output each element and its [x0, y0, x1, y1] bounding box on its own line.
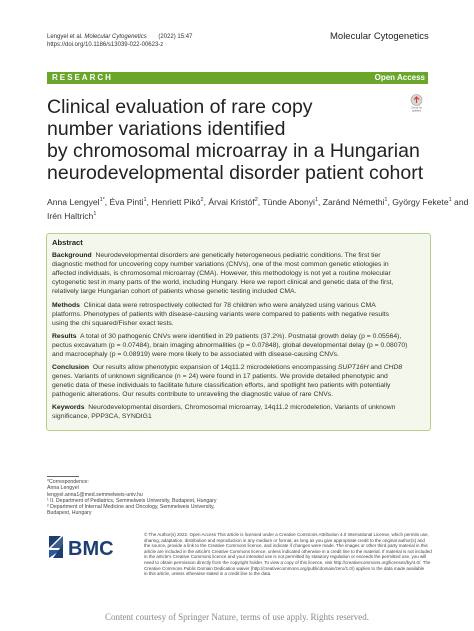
check-for-updates-icon[interactable]: [406, 92, 427, 113]
license-line: Creative Commons Public Domain Dedication waiver (http://creativecommons.org/publicdomain/zero/1.0/) applies to the data made available: [144, 565, 425, 571]
bmc-logo-icon: [47, 533, 135, 559]
correspondence-line: Anna Lengyel: [47, 485, 79, 492]
abstract-line: and macrocephaly (p = 0.08919) were more likely to be associated with disease-causing CNVs.: [52, 351, 339, 358]
title-line: neurodevelopmental disorder patient cohort: [47, 162, 424, 184]
abstract-line: cytogenetic test in many parts of the world, including Hungary. Here we report clinical and genetic data of the first,: [52, 279, 394, 286]
correspondence-line: Budapest, Hungary: [47, 510, 92, 517]
affiliation-marker[interactable]: 1: [448, 197, 452, 203]
correspondence-line: ¹ II. Department of Pediatrics, Semmelweis University, Budapest, Hungary: [47, 497, 217, 504]
affiliation-marker[interactable]: 1: [384, 197, 388, 203]
open-access-label: Open Access: [374, 73, 425, 82]
abstract-line: A total of 30 pathogenic CNVs were identified in 29 patients (37.2%). Postnatal growth delay (p = 0.05564),: [79, 333, 402, 340]
abstract-line: affected individuals, is chromosomal microarray (CMA). However, this methodology is not yet a routine molecular: [52, 270, 391, 277]
abstract-background: [52, 251, 424, 296]
title-line: by chromosomal microarray in a Hungarian: [47, 140, 420, 162]
update-label-2: updates: [411, 109, 422, 113]
methods-label: Methods: [52, 302, 80, 309]
abstract-methods: [52, 301, 424, 328]
license-line: in this article, unless otherwise stated in a credit line to the data.: [144, 571, 272, 577]
affiliation-marker[interactable]: 1: [314, 197, 318, 203]
license-line: in the article's Creative Commons licence and your intended use is not permitted by statutory regulation or exceeds the permitted use, you will: [144, 554, 427, 560]
author-line: Irén Haltrich$^1$: [47, 210, 97, 221]
citation-volume: (2022) 15:47: [158, 34, 193, 40]
abstract-keywords: [52, 403, 424, 421]
journal-name: Molecular Cytogenetics: [330, 31, 429, 42]
abstract-line: pathogenic alterations. Our results contribute to unraveling the diagnostic value of rare CNVs.: [52, 391, 334, 398]
correspondence-email[interactable]: lengyel.anna1@med.semmelweis-univ.hu: [47, 491, 143, 498]
citation-line-1: [47, 33, 192, 41]
license-line: © The Author(s) 2022. Open Access This article is licensed under a Creative Commons Attribution 4.0 International License, which permits use,: [144, 532, 429, 537]
abstract-line: Our results allow phenotypic expansion of 14q11.2 microdeletions encompassing: [92, 364, 336, 371]
abstract-line: Neurodevelopmental disorders are genetically heterogeneous pediatric conditions. The first tier: [95, 252, 381, 259]
abstract-line: diagnostic method for uncovering copy number variations (CNVs), one of the most common genetic etiologies in: [52, 261, 389, 268]
affiliation-marker[interactable]: 1: [93, 210, 97, 217]
gene-name: SUPT16H: [337, 364, 369, 371]
abstract-line: Clinical data were retrospectively collected for 78 children who were analyzed using various CMA: [83, 302, 376, 309]
article-type-label: RESEARCH: [52, 73, 113, 82]
affiliation-marker[interactable]: 2: [254, 197, 258, 203]
abstract-line: genetic data of these individuals to facilitate future classification efforts, and spotlight two patients with potentially: [52, 382, 391, 389]
license-line: article are included in the article's Creative Commons licence, unless indicated otherwise in a credit line to the material. If material is not included: [144, 548, 432, 554]
bmc-logo-text: BMC: [68, 538, 114, 559]
results-label: Results: [52, 333, 77, 340]
abstract-word: and: [370, 364, 382, 371]
citation-authors: Lengyel et al.: [47, 34, 83, 40]
license-line: the source, provide a link to the Creative Commons licence, and indicate if changes were made. The images or other third party material in this: [144, 543, 428, 549]
author-line: Anna Lengyel$^{1*}$, Éva Pinti$^1$, Henriett Pikó$^2$, Árvai Kristóf$^2$, Tünde Abonyi$^1$, Zaránd Némethi$^1$, György Fekete$^1$ and: [47, 196, 469, 207]
abstract-heading: Abstract: [52, 238, 83, 247]
update-label-1: Check for: [410, 106, 423, 110]
abstract-line: platforms. Phenotypes of patients with disease-causing variants were compared to patients with negative results: [52, 311, 390, 318]
gene-name: CHD8: [383, 364, 403, 371]
abstract-line: relatively large Hungarian cohort of patients whose genetic testing included CMA.: [52, 288, 297, 295]
doi-link[interactable]: https://doi.org/10.1186/s13039-022-00623-z: [47, 42, 164, 48]
author-list: [47, 194, 469, 222]
affiliation-marker[interactable]: 1*: [99, 197, 105, 203]
correspondence-line: ² Department of Internal Medicine and Oncology, Semmelweis University,: [47, 504, 215, 511]
license-line: need to obtain permission directly from the copyright holder. To view a copy of this licence, visit http://creativecommons.org/licenses/by/4.0/. The: [144, 559, 431, 565]
footnote-divider: [47, 476, 79, 477]
keywords-label: Keywords: [52, 404, 85, 411]
correspondence-block: [47, 479, 216, 517]
abstract-line: significance, PPP3CA, SYNDIG1: [52, 413, 152, 420]
title-line: Clinical evaluation of rare copy: [47, 96, 313, 118]
page-footer: Content courtesy of Springer Nature, terms of use apply. Rights reserved.: [104, 612, 370, 622]
title-line: number variations identified: [47, 118, 286, 140]
license-line: sharing, adaptation, distribution and reproduction in any medium or format, as long as you give appropriate credit to the original author(s) and: [144, 537, 425, 543]
conclusion-label: Conclusion: [52, 364, 90, 371]
citation-journal: Molecular Cytogenetics: [84, 34, 147, 40]
abstract-results: [52, 332, 424, 359]
abstract-line: Neurodevelopmental disorders, Chromosomal microarray, 14q11.2 microdeletion, Variants of unknown: [88, 404, 396, 411]
citation-header: [47, 33, 192, 49]
abstract-conclusion: [52, 363, 424, 399]
abstract-line: genes. Variants of unknown significance (n = 24) were found in 17 patients. We provide detailed phenotypic and: [52, 373, 388, 380]
background-label: Background: [52, 252, 92, 259]
license-notice: [144, 532, 431, 577]
affiliation-marker[interactable]: 2: [200, 197, 204, 203]
correspondence-line: *Correspondence:: [47, 479, 89, 485]
abstract-line: pectus excavatum (p = 0.07484), brain imaging abnormalities (p = 0.07848), global developmental delay (p = 0.08070): [52, 342, 408, 349]
abstract-line: using the chi squared/Fisher exact tests.: [52, 320, 174, 327]
affiliation-marker[interactable]: 1: [143, 197, 147, 203]
